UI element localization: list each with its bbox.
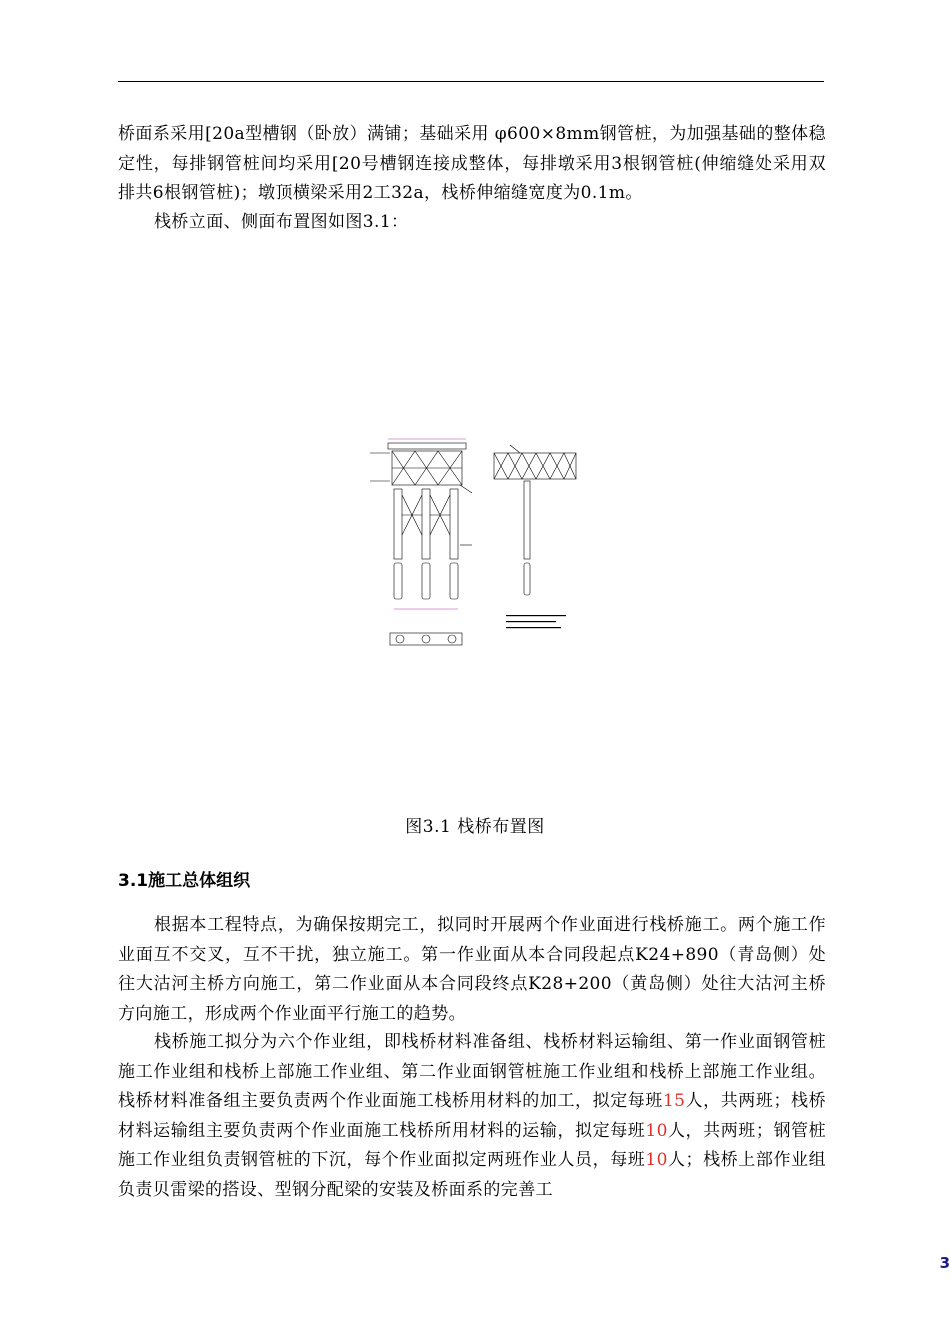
paragraph-structure-desc: 桥面系采用[20a型槽钢（卧放）满铺；基础采用 φ600×8mm钢管桩，为加强基础的整体稳定性，每排钢管桩间均采用[20号槽钢连接成整体，每排墩采用3根钢管桩(伸缩缝处采用双排共6根钢管桩)；墩顶横梁采用2工32a，栈桥伸缩缝宽度为0.1m。 [118,124,826,203]
text-segment: 人，共两班；钢管桩施工作业组负责钢管桩的下沉，每个作业面拟定两班作业人员，每班 [118,1120,827,1170]
paragraph-organization: 根据本工程特点，为确保按期完工，拟同时开展两个作业面进行栈桥施工。两个施工作业面互不交叉，互不干扰，独立施工。第一作业面从本合同段起点K24+890（青岛侧）处往大沽河主桥方向施工，第二作业面从本合同段终点K28+200（黄岛侧）处往大沽河主桥方向施工，形成两个作业面平行施工的趋势。 [118,915,826,1024]
text-segment: 栈桥施工拟分为六个作业组，即栈桥材料准备组、栈桥材料运输组、第一作业面钢管桩施工作业组和栈桥上部施工作业组、第二作业面钢管桩施工作业组和栈桥上部施工作业组。栈桥材料准备组主要负责两个作业面施工栈桥用材料的加工，拟定每班 [118,1032,826,1111]
page-number: 3 [939,1254,950,1272]
text-segment: 人，共两班；栈桥材料运输组主要负责两个作业面施工栈桥所用材料的运输，拟定每班 [118,1091,827,1141]
paragraph-work-groups [118,1028,826,1205]
header-rule [118,81,824,82]
staff-count-2: 10 [645,1120,668,1141]
staff-count-1: 15 [662,1091,686,1111]
paragraph-figure-ref: 栈桥立面、侧面布置图如图3.1： [154,212,409,232]
text-segment: 人；栈桥上部作业组负责贝雷梁的搭设、型钢分配梁的安装及桥面系的完善工 [118,1150,827,1200]
section-heading: 3.1施工总体组织 [118,871,251,891]
staff-count-3: 10 [645,1150,668,1170]
trestle-bridge-drawing [360,405,590,655]
figure-caption: 图3.1 栈桥布置图 [405,817,545,837]
